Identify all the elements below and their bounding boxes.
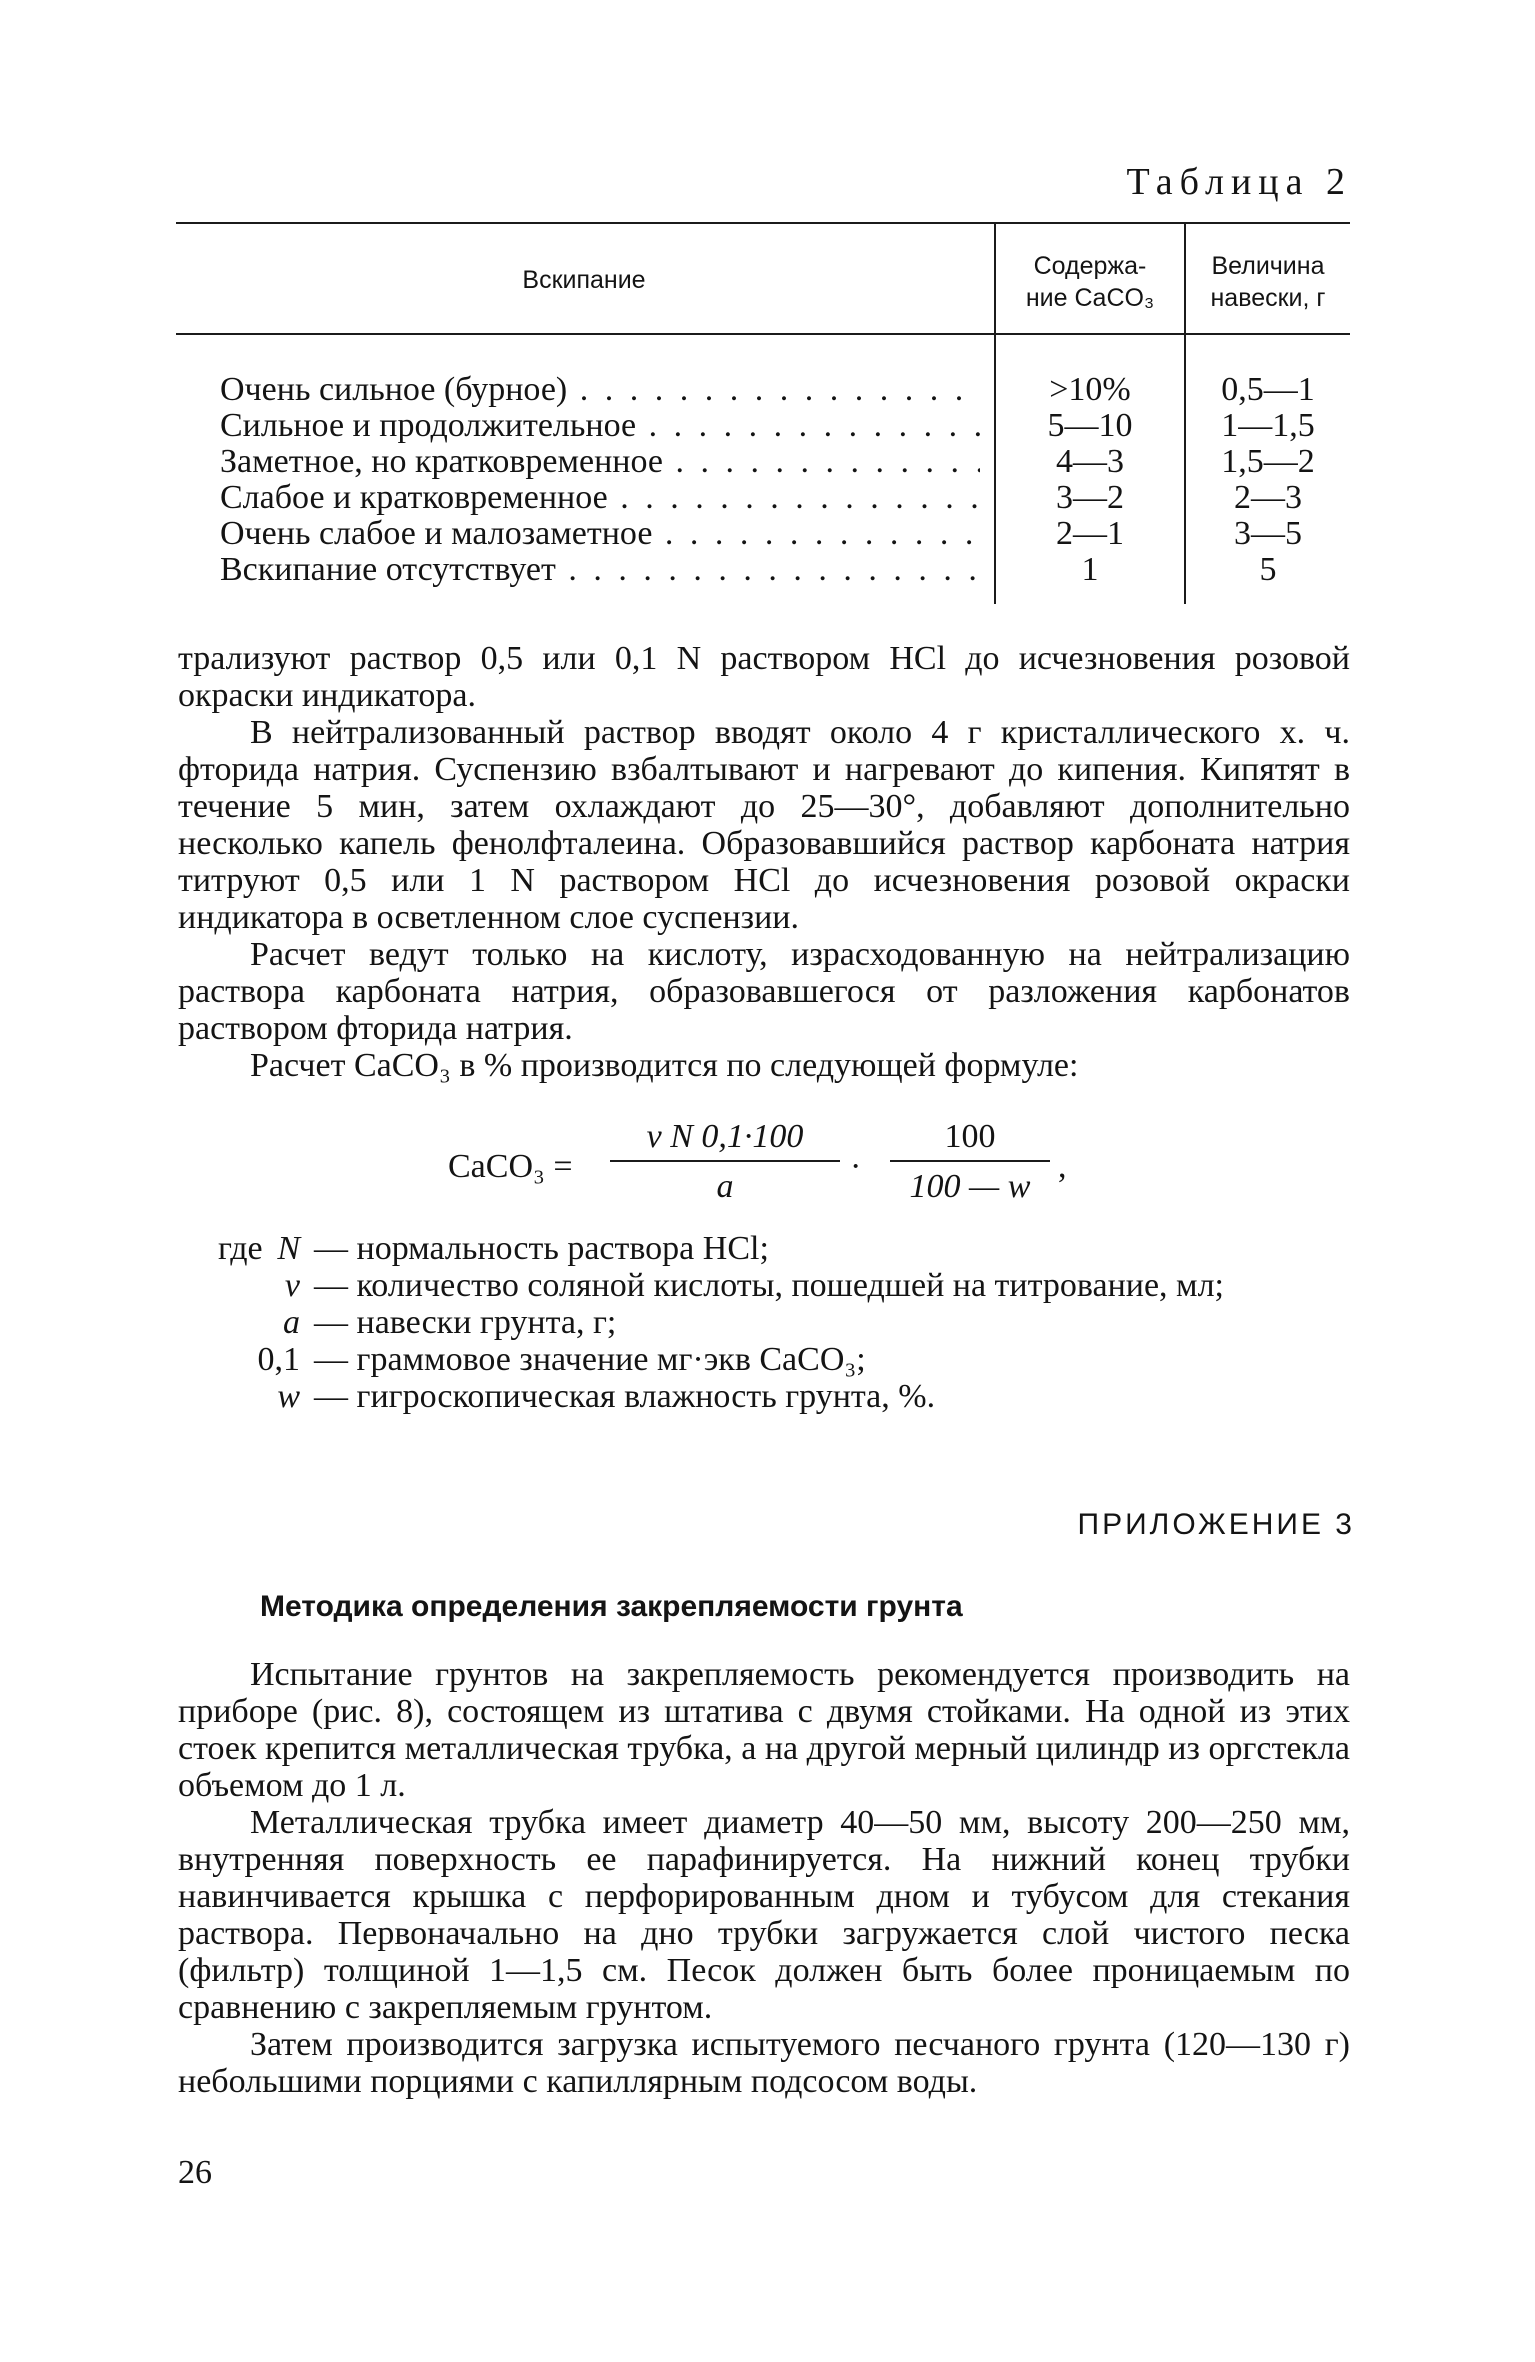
- row-weight: 5: [1259, 551, 1277, 588]
- row-content: >10%: [1049, 371, 1131, 408]
- table-header-content: [996, 250, 1184, 314]
- fraction-2-denominator: 100 — w: [909, 1168, 1031, 1205]
- formula-comma: ,: [1058, 1148, 1067, 1185]
- legend-definition: — граммовое значение мг·экв CaCO₃;: [314, 1341, 866, 1378]
- section-title: Методика определения закрепляемости грунта: [260, 1590, 963, 1623]
- formula-fraction-1: [610, 1118, 840, 1206]
- row-content: 1: [1081, 551, 1099, 588]
- legend-item: [218, 1378, 1348, 1415]
- legend-intro: где: [218, 1230, 263, 1267]
- legend-definition: — гигроскопическая влажность грунта, %.: [314, 1378, 936, 1415]
- row-content: 2—1: [1056, 515, 1124, 552]
- table-header-weight: [1186, 250, 1350, 314]
- formula-multiply-dot: ·: [850, 1148, 862, 1185]
- row-weight: 1—1,5: [1221, 407, 1315, 444]
- table-row: [0, 408, 1535, 444]
- formula-lhs: CaCO₃ =: [448, 1148, 573, 1185]
- row-content: 5—10: [1047, 407, 1133, 444]
- caco3-formula: [430, 1118, 1130, 1228]
- legend-definition: — навески грунта, г;: [314, 1304, 617, 1341]
- legend-item: [218, 1267, 1348, 1304]
- formula-legend: [218, 1230, 1348, 1415]
- fraction-1-numerator: v N 0,1·100: [610, 1118, 840, 1162]
- appendix-label: ПРИЛОЖЕНИЕ 3: [1077, 1508, 1355, 1541]
- legend-symbol: w: [277, 1378, 300, 1415]
- table-row: [0, 444, 1535, 480]
- row-weight: 0,5—1: [1221, 371, 1315, 408]
- paragraph-3: Расчет ведут только на кислоту, израсходованную на нейтрализацию раствора карбоната натрия, образовавшегося от разложения карбонатов раствором фторида натрия.: [178, 936, 1350, 1047]
- fraction-2-numerator: 100: [890, 1118, 1050, 1162]
- paragraph-1: трализуют раствор 0,5 или 0,1 N раствором HCl до исчезновения розовой окраски индикатора.: [178, 640, 1350, 714]
- body-text: [178, 640, 1350, 1084]
- table-body: [0, 372, 1535, 588]
- row-boiling: Очень сильное (бурное) . . .: [220, 372, 980, 408]
- row-boiling: Заметное, но кратковременное . . .: [220, 444, 980, 480]
- table-header-weight-line1: Величина: [1211, 252, 1325, 280]
- row-content: 3—2: [1056, 479, 1124, 516]
- legend-definition: — количество соляной кислоты, пошедшей на титрование, мл;: [314, 1267, 1224, 1304]
- legend-symbol: a: [283, 1304, 300, 1341]
- legend-item: [218, 1341, 1348, 1378]
- appendix-paragraph-1: Испытание грунтов на закрепляемость рекомендуется производить на приборе (рис. 8), состоящем из штатива с двумя стойками. На одной из этих стоек крепится металлическая трубка, а на другой мерный цилиндр из оргстекла объемом до 1 л.: [178, 1656, 1350, 1804]
- table-row: [0, 552, 1535, 588]
- row-boiling: Сильное и продолжительное . . .: [220, 408, 980, 444]
- row-content: 4—3: [1056, 443, 1124, 480]
- table-row: [0, 480, 1535, 516]
- paragraph-4: Расчет CaCO₃ в % производится по следующей формуле:: [250, 1047, 1079, 1084]
- table-header-boiling: Вскипание: [522, 266, 646, 294]
- appendix-paragraph-3: Затем производится загрузка испытуемого песчаного грунта (120—130 г) небольшими порциями с капиллярным подсосом воды.: [178, 2026, 1350, 2100]
- table-header-content-line1: Содержа-: [1033, 252, 1147, 280]
- legend-item: [218, 1230, 1348, 1267]
- appendix-text: [178, 1656, 1350, 2100]
- legend-item: [218, 1304, 1348, 1341]
- table-header-rule: [176, 333, 1350, 335]
- table-caption: Таблица 2: [1126, 161, 1352, 203]
- row-boiling: Вскипание отсутствует . . .: [220, 552, 980, 588]
- legend-symbol: 0,1: [257, 1341, 300, 1378]
- row-weight: 2—3: [1234, 479, 1302, 516]
- table-header-weight-line2: навески, г: [1210, 284, 1326, 312]
- legend-symbol: N: [277, 1230, 300, 1267]
- legend-symbol: v: [284, 1267, 300, 1304]
- row-boiling: Очень слабое и малозаметное . . .: [220, 516, 980, 552]
- paragraph-2: В нейтрализованный раствор вводят около 4 г кристаллического х. ч. фторида натрия. Суспензию взбалтывают и нагревают до кипения. Кипятят в течение 5 мин, затем охлаждают до 25—30°, добавляют дополнительно несколько капель фенолфталеина. Образовавшийся раствор карбоната натрия титруют 0,5 или 1 N раствором HCl до исчезновения розовой окраски индикатора в осветленном слое суспензии.: [178, 714, 1350, 936]
- table-header-content-line2: ние CaCO₃: [1025, 284, 1155, 312]
- formula-fraction-2: [890, 1118, 1050, 1206]
- page-number: 26: [178, 2154, 212, 2191]
- table-top-rule: [176, 222, 1350, 224]
- row-weight: 1,5—2: [1221, 443, 1315, 480]
- row-boiling: Слабое и кратковременное . . .: [220, 480, 980, 516]
- table-row: [0, 516, 1535, 552]
- appendix-paragraph-2: Металлическая трубка имеет диаметр 40—50 мм, высоту 200—250 мм, внутренняя поверхность ее парафинируется. На нижний конец трубки навинчивается крышка с перфорированным дном и тубусом для стекания раствора. Первоначально на дно трубки загружается слой чистого песка (фильтр) толщиной 1—1,5 см. Песок должен быть более проницаемым по сравнению с закрепляемым грунтом.: [178, 1804, 1350, 2026]
- legend-definition: — нормальность раствора HCl;: [314, 1230, 769, 1267]
- row-weight: 3—5: [1234, 515, 1302, 552]
- table-row: [0, 372, 1535, 408]
- fraction-1-denominator: a: [716, 1168, 734, 1205]
